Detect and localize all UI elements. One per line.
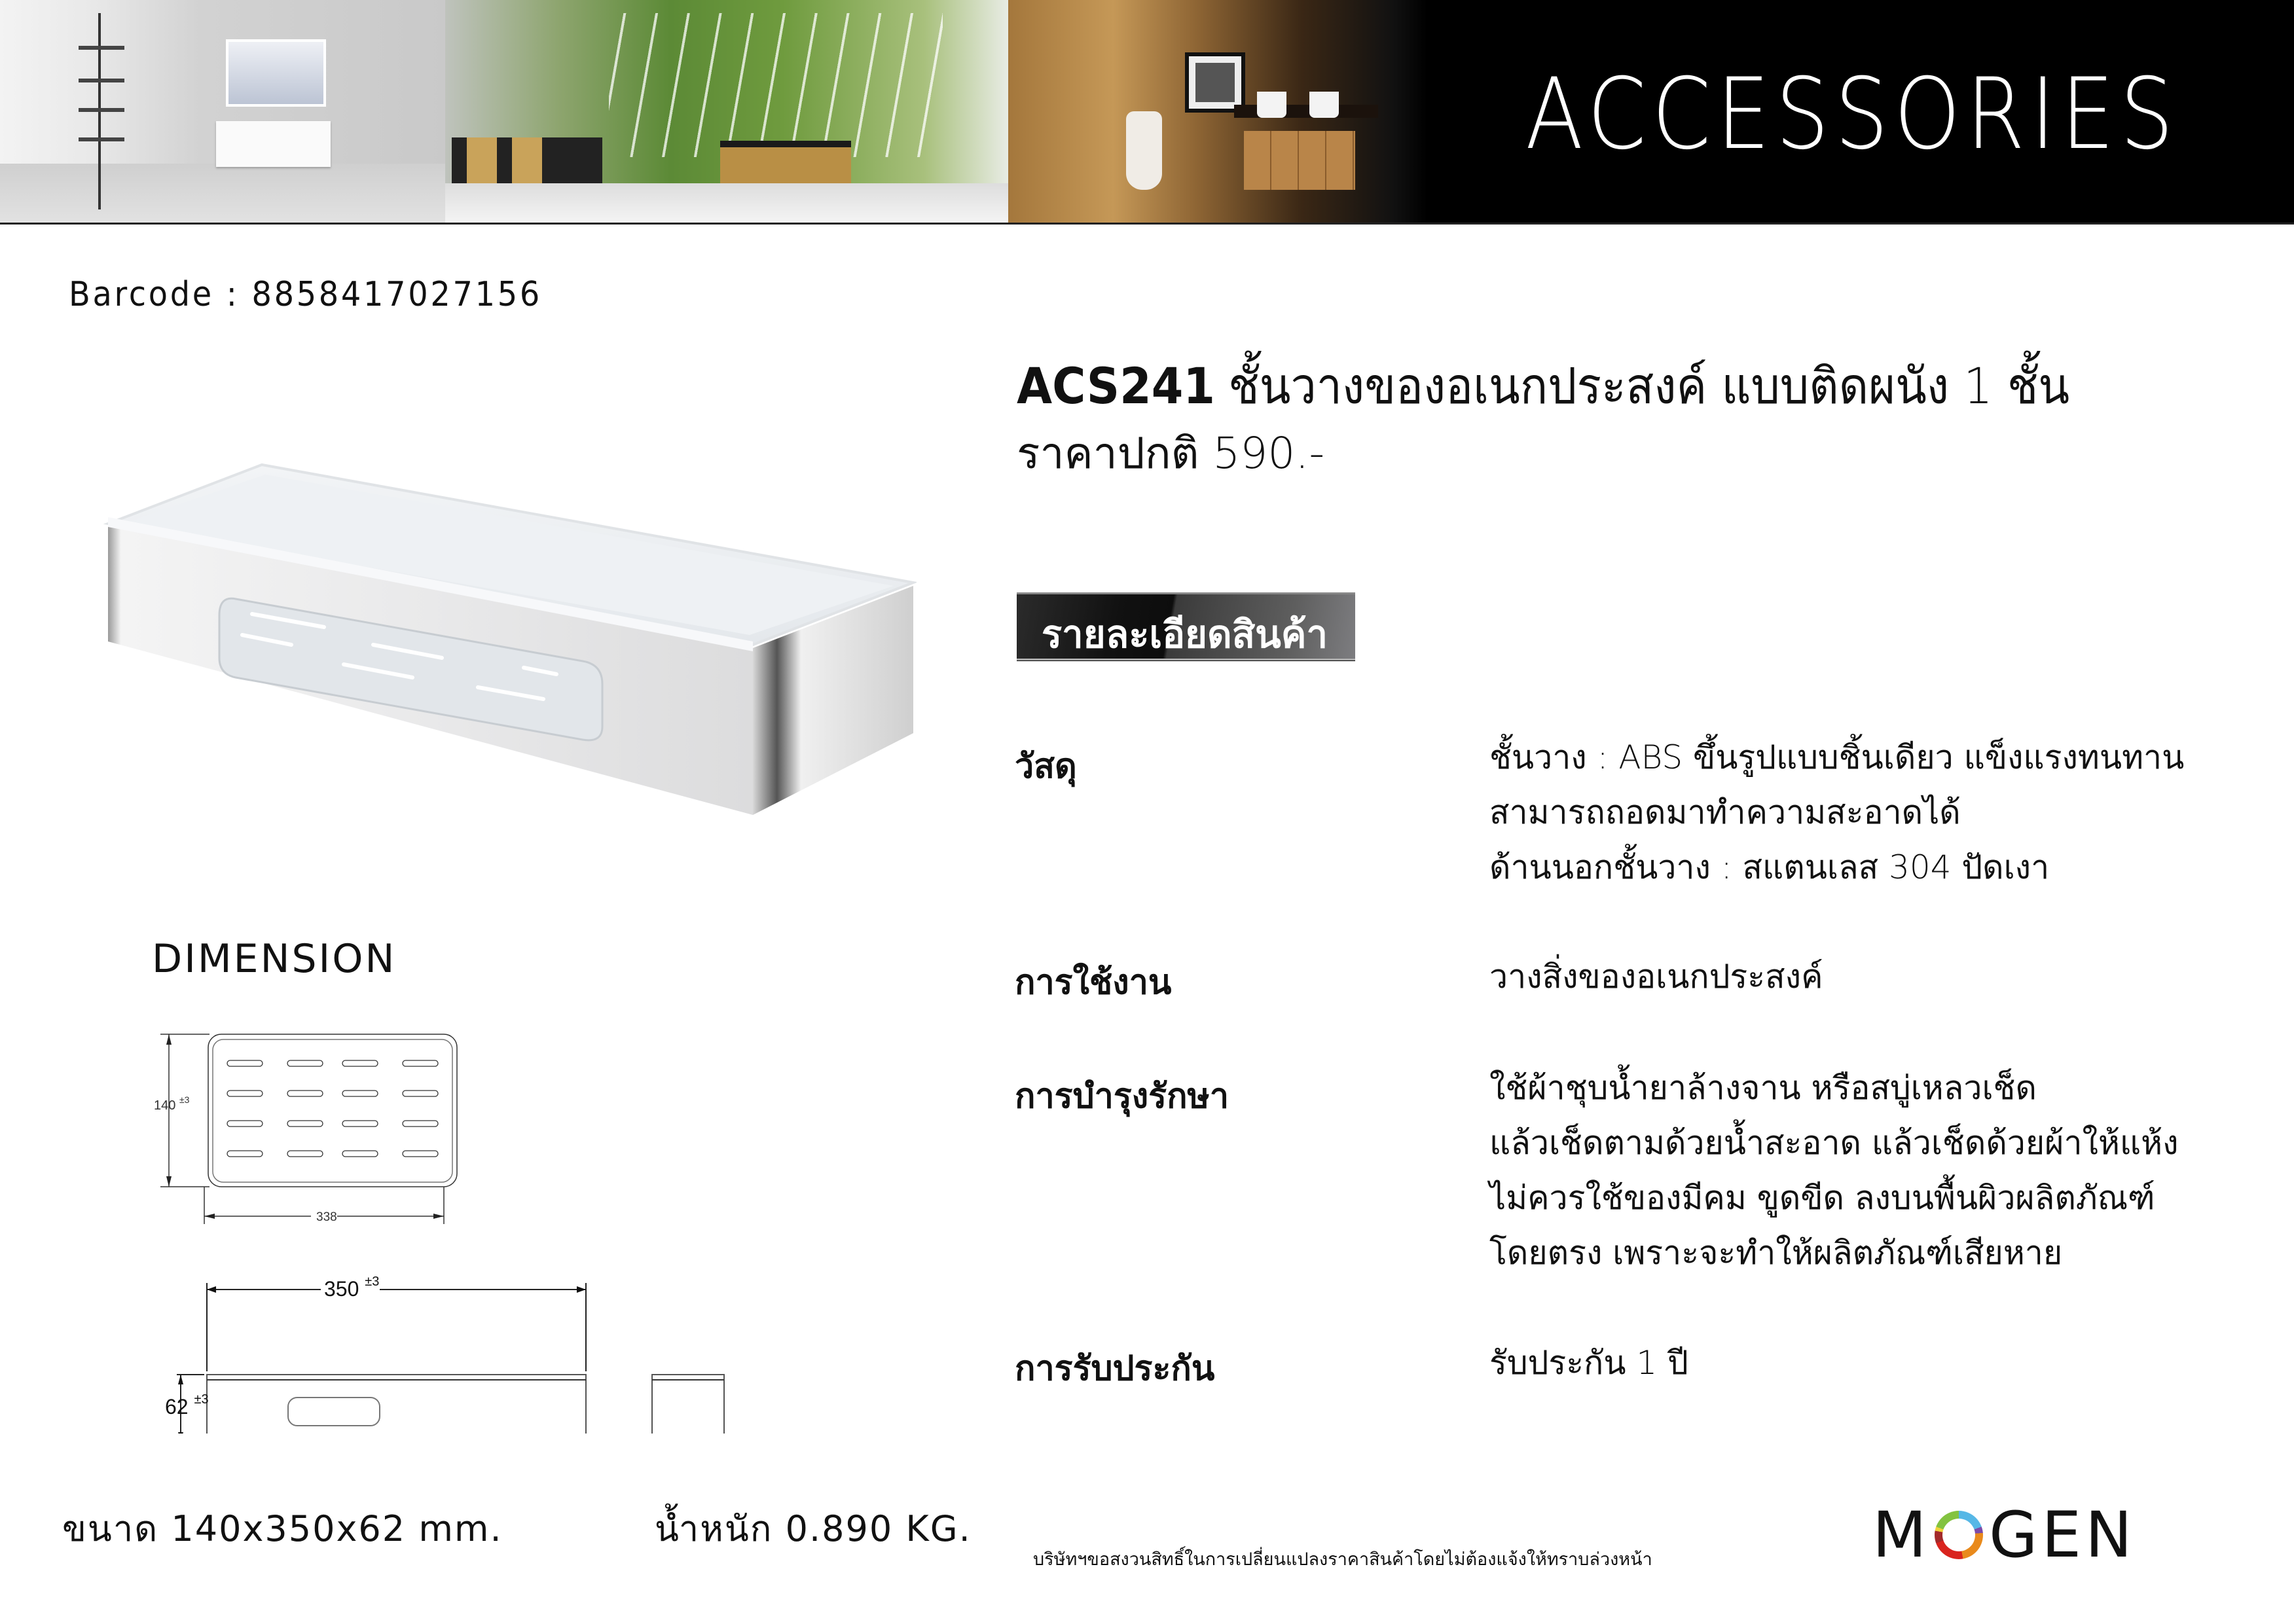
spec-line: สามารถถอดมาทำความสะอาดได้ (1489, 793, 1961, 831)
front-view-height-label: 62 $^{\pm 3}$ (165, 1392, 209, 1418)
banner-photo-wood-bathroom (1008, 0, 1427, 223)
banner-photo-modern-bathroom (0, 0, 445, 223)
top-view-depth-label: 140 $^{\pm 3}$ (154, 1094, 190, 1113)
top-view-width-label: 338 (316, 1210, 337, 1224)
dimension-top-view-drawing (151, 1021, 609, 1231)
spec-line: รับประกัน 1 ปี (1489, 1344, 1688, 1382)
product-name: ชั้นวางของอเนกประสงค์ แบบติดผนัง 1 ชั้น (1228, 357, 2070, 415)
spec-value-material (1489, 730, 2184, 895)
product-details-badge (1017, 592, 1355, 660)
spec-line: ชั้นวาง : ABS ขึ้นรูปแบบชิ้นเดียว แข็งแรงทนทาน (1489, 738, 2185, 776)
spec-label-care: การบำรุงรักษา (1015, 1077, 1229, 1116)
product-image-shelf (98, 452, 917, 818)
product-details-label: รายละเอียดสินค้า (1042, 612, 1328, 657)
banner-divider (0, 223, 2294, 225)
spec-line: ไม่ควรใช้ของมีคม ขูดขีด ลงบนพื้นผิวผลิตภัณฑ์ (1489, 1179, 2155, 1217)
barcode-text: Barcode : 8858417027156 (69, 275, 542, 314)
spec-line: ใช้ผ้าชุบน้ำยาล้างจาน หรือสบู่เหลวเช็ด (1489, 1069, 2037, 1107)
logo-color-ring-icon (1935, 1511, 1983, 1559)
spec-value-warranty (1489, 1335, 1688, 1390)
spec-value-usage (1489, 949, 1823, 1004)
dimension-title: DIMENSION (152, 936, 397, 982)
mogen-logo (1872, 1498, 2136, 1572)
banner-photo-garden-bathroom (445, 0, 1008, 223)
product-title (1017, 347, 2069, 425)
banner-title: ACCESSORIES (1525, 58, 2179, 171)
spec-label-material: วัสดุ (1015, 747, 1077, 786)
product-price: ราคาปกติ 590.- (1017, 428, 1325, 478)
product-size: ขนาด 140x350x62 mm. (62, 1508, 503, 1549)
spec-line: วางสิ่งของอเนกประสงค์ (1489, 958, 1823, 996)
spec-label-warranty: การรับประกัน (1015, 1349, 1215, 1388)
spec-line: แล้วเช็ดตามด้วยน้ำสะอาด แล้วเช็ดด้วยผ้าให้แห้ง (1489, 1124, 2179, 1162)
front-view-width-label: 350 $^{\pm 3}$ (324, 1274, 380, 1301)
spec-line: โดยตรง เพราะจะทำให้ผลิตภัณฑ์เสียหาย (1489, 1234, 2063, 1272)
header-banner (0, 0, 2294, 223)
spec-line: ด้านนอกชั้นวาง : สแตนเลส 304 ปัดเงา (1489, 848, 2050, 886)
dimension-front-view-drawing (164, 1270, 831, 1434)
spec-label-usage: การใช้งาน (1015, 963, 1172, 1002)
spec-value-care (1489, 1060, 2179, 1280)
logo-letter-m: M (1872, 1498, 1927, 1572)
logo-letters-gen: GEN (1989, 1498, 2136, 1572)
product-weight: น้ำหนัก 0.890 KG. (655, 1508, 972, 1549)
price-disclaimer: บริษัทฯขอสงวนสิทธิ์ในการเปลี่ยนแปลงราคาสินค้าโดยไม่ต้องแจ้งให้ทราบล่วงหน้า (1033, 1549, 1652, 1570)
product-model: ACS241 (1017, 357, 1216, 415)
